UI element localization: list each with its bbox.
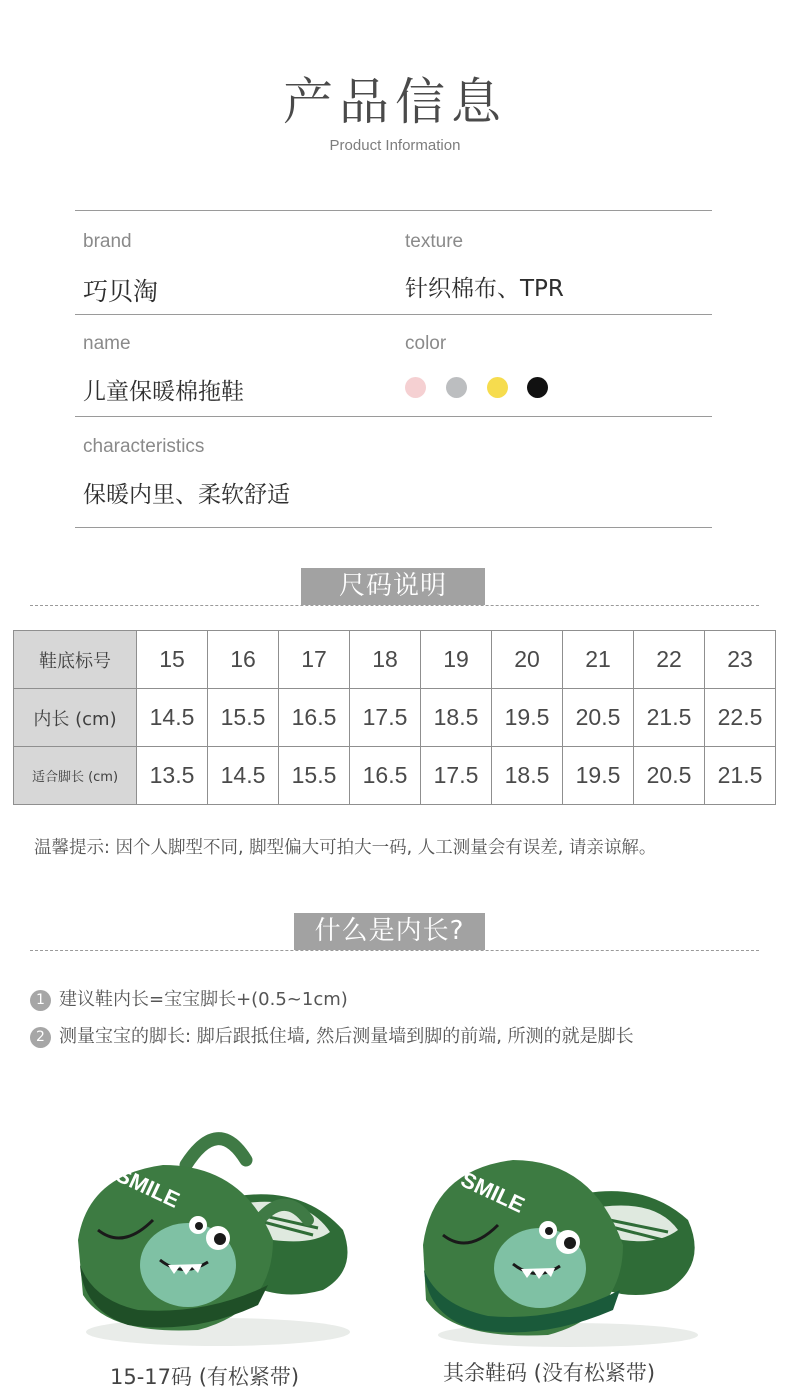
page-title: 产品信息 (283, 73, 507, 131)
divider (75, 314, 712, 315)
table-cell: 22.5 (705, 689, 776, 747)
inner-section-title: 什么是内长? (294, 913, 485, 950)
table-cell: 21 (563, 631, 634, 689)
color-swatch-yellow[interactable] (487, 377, 508, 398)
characteristics-value: 保暖内里、柔软舒适 (83, 482, 290, 508)
slipper-no-strap-image (418, 1140, 710, 1350)
table-cell: 15.5 (208, 689, 279, 747)
row-header: 适合脚长 (cm) (14, 747, 137, 805)
size-section-title: 尺码说明 (301, 568, 485, 605)
table-row (14, 631, 776, 689)
table-cell: 17 (279, 631, 350, 689)
name-label: name (83, 333, 131, 354)
table-cell: 22 (634, 631, 705, 689)
color-swatch-gray[interactable] (446, 377, 467, 398)
table-cell: 18 (350, 631, 421, 689)
row-header: 鞋底标号 (14, 631, 137, 689)
number-badge: 2 (30, 1027, 51, 1048)
number-badge: 1 (30, 990, 51, 1011)
brand-label: brand (83, 231, 132, 252)
color-swatch-pink[interactable] (405, 377, 426, 398)
divider (75, 210, 712, 211)
table-cell: 15 (137, 631, 208, 689)
table-cell: 23 (705, 631, 776, 689)
row-header: 内长 (cm) (14, 689, 137, 747)
table-row (14, 747, 776, 805)
table-cell: 17.5 (421, 747, 492, 805)
size-tip: 温馨提示: 因个人脚型不同, 脚型偏大可拍大一码, 人工测量会有误差, 请亲谅解。 (34, 838, 657, 858)
section-dashed-line (30, 950, 759, 951)
divider (75, 527, 712, 528)
note-item (30, 985, 348, 1011)
table-cell: 19 (421, 631, 492, 689)
table-cell: 16.5 (350, 747, 421, 805)
table-cell: 19.5 (492, 689, 563, 747)
note-item (30, 1022, 634, 1048)
table-cell: 14.5 (137, 689, 208, 747)
slipper-with-strap-image (68, 1120, 360, 1350)
shoe-logo-text: SMILE (457, 1166, 529, 1218)
table-cell: 14.5 (208, 747, 279, 805)
table-cell: 20 (492, 631, 563, 689)
texture-value: 针织棉布、TPR (405, 276, 564, 302)
table-cell: 13.5 (137, 747, 208, 805)
color-swatch-black[interactable] (527, 377, 548, 398)
table-row (14, 689, 776, 747)
product-caption: 其余鞋码 (没有松紧带) (443, 1361, 656, 1385)
size-table (13, 630, 776, 805)
brand-value: 巧贝淘 (83, 277, 159, 306)
table-cell: 15.5 (279, 747, 350, 805)
color-label: color (405, 333, 447, 354)
table-cell: 16.5 (279, 689, 350, 747)
table-cell: 19.5 (563, 747, 634, 805)
name-value: 儿童保暖棉拖鞋 (83, 379, 244, 405)
note-text: 建议鞋内长=宝宝脚长+(0.5~1cm) (59, 989, 348, 1010)
table-cell: 20.5 (634, 747, 705, 805)
table-cell: 18.5 (421, 689, 492, 747)
table-cell: 20.5 (563, 689, 634, 747)
texture-label: texture (405, 231, 464, 252)
product-caption: 15-17码 (有松紧带) (110, 1365, 300, 1389)
characteristics-label: characteristics (83, 436, 205, 457)
divider (75, 416, 712, 417)
section-dashed-line (30, 605, 759, 606)
table-cell: 16 (208, 631, 279, 689)
shoe-logo-text: SMILE (112, 1161, 184, 1213)
table-cell: 21.5 (705, 747, 776, 805)
table-cell: 21.5 (634, 689, 705, 747)
note-text: 测量宝宝的脚长: 脚后跟抵住墙, 然后测量墙到脚的前端, 所测的就是脚长 (59, 1026, 634, 1047)
table-cell: 17.5 (350, 689, 421, 747)
page-subtitle: Product Information (329, 137, 461, 154)
table-cell: 18.5 (492, 747, 563, 805)
